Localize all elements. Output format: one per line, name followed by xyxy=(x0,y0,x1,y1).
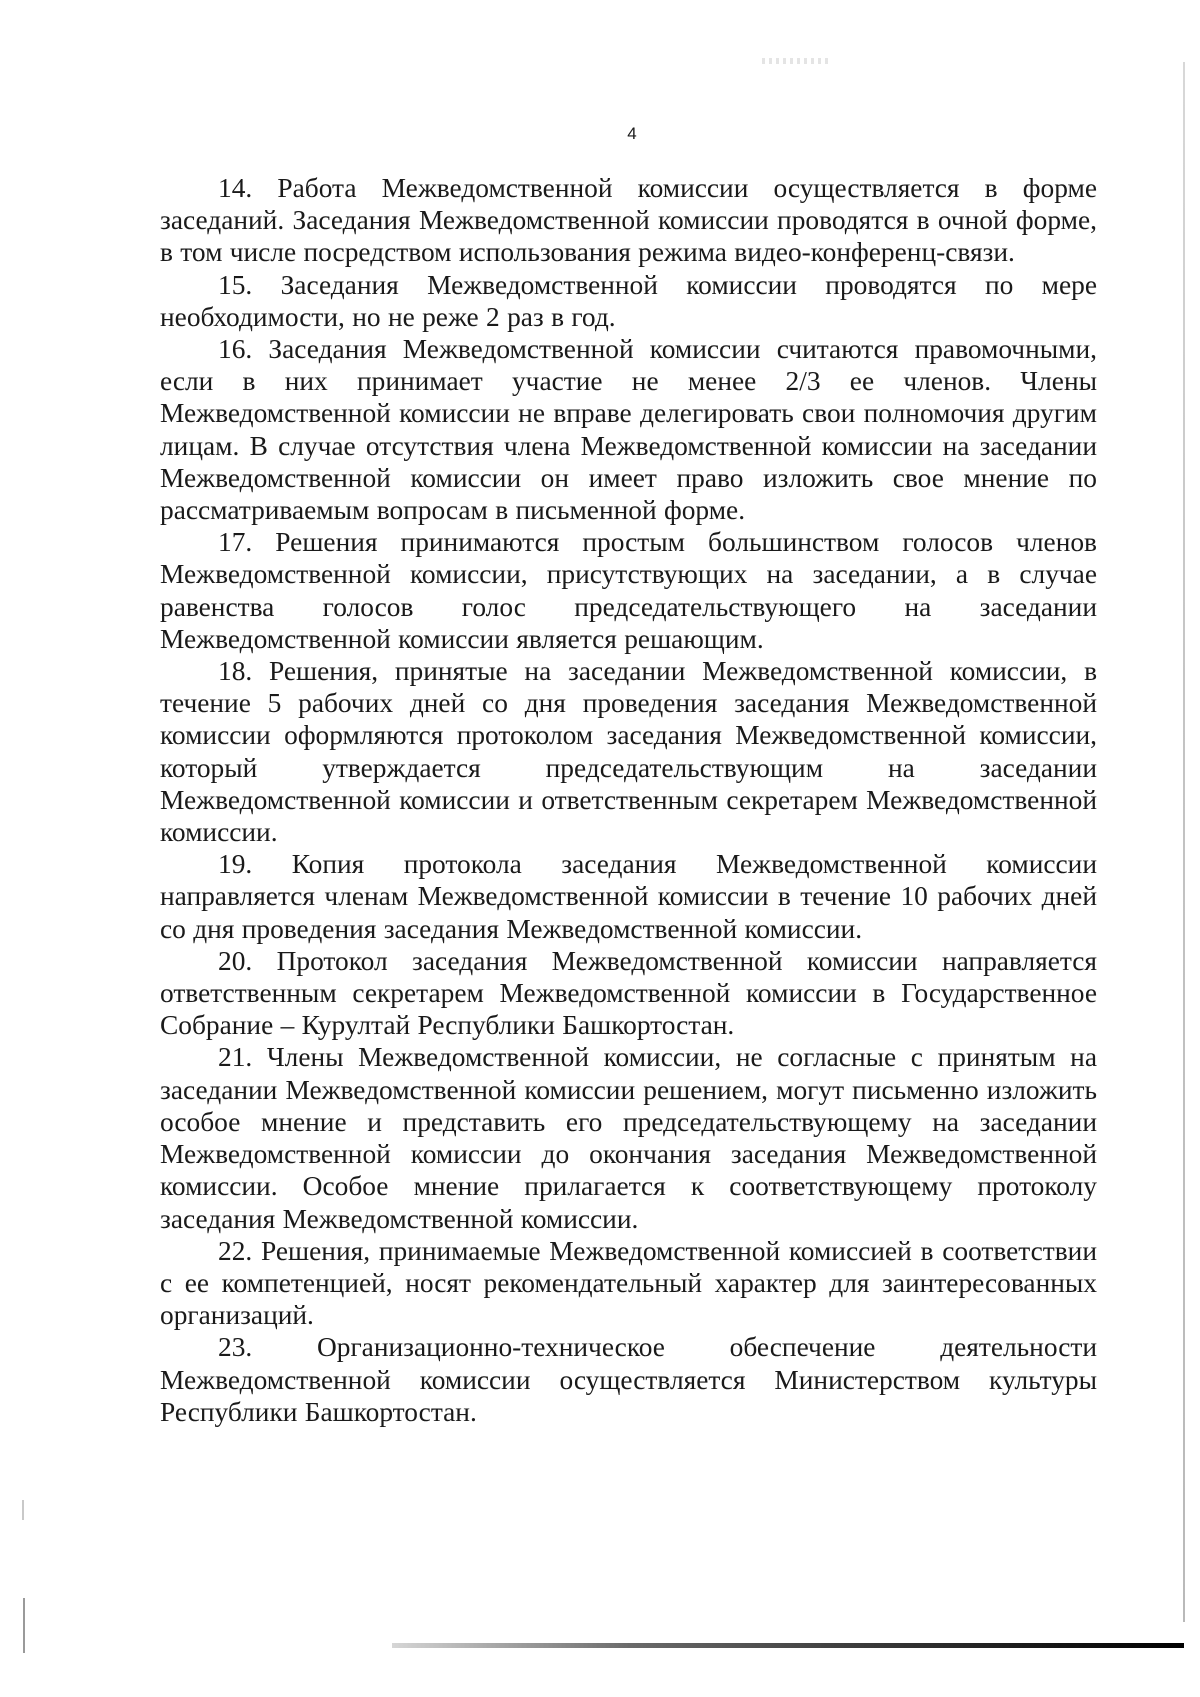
paragraph-14: 14. Работа Межведомственной комиссии осуществляется в форме заседаний. Заседания Межведомственной комиссии проводятся в очной форме, в том числе посредством использования режима видео-конференц-связи. xyxy=(160,173,1097,268)
scan-artifact xyxy=(762,58,832,64)
paragraph-22: 22. Решения, принимаемые Межведомственной комиссией в соответствии с ее компетенцией, носят рекомендательный характер для заинтересованных организаций. xyxy=(160,1235,1097,1331)
paragraph-16: 16. Заседания Межведомственной комиссии считаются правомочными, если в них принимает участие не менее 2/3 ее членов. Члены Межведомственной комиссии не вправе делегировать свои полномочия другим лицам. В случае отсутствия члена Межведомственной комиссии на заседании Межведомственной комиссии он имеет право изложить свое мнение по рассматриваемым вопросам в письменной форме. xyxy=(160,334,1097,526)
paragraph-20: 20. Протокол заседания Межведомственной комиссии направляется ответственным секретарем Межведомственной комиссии в Государственное Собрание – Курултай Республики Башкортостан. xyxy=(160,945,1097,1041)
paragraph-19: 19. Копия протокола заседания Межведомственной комиссии направляется членам Межведомственной комиссии в течение 10 рабочих дней со дня проведения заседания Межведомственной комиссии. xyxy=(160,849,1097,944)
paragraph-21: 21. Члены Межведомственной комиссии, не согласные с принятым на заседании Межведомственной комиссии решением, могут письменно изложить особое мнение и представить его председательствующему на заседании Межведомственной комиссии до окончания заседания Межведомственной комиссии. Особое мнение прилагается к соответствующему протоколу заседания Межведомственной комиссии. xyxy=(160,1042,1097,1234)
paragraph-15: 15. Заседания Межведомственной комиссии проводятся по мере необходимости, но не реже 2 раз в год. xyxy=(160,269,1097,332)
scan-bottom-line xyxy=(392,1643,1184,1648)
scan-page-edge xyxy=(1183,62,1185,1622)
document-body xyxy=(160,172,1097,1428)
paragraph-17: 17. Решения принимаются простым большинством голосов членов Межведомственной комиссии, присутствующих на заседании, а в случае равенства голосов голос председательствующего на заседании Межведомственной комиссии является решающим. xyxy=(160,527,1097,654)
scan-artifact-left xyxy=(22,1500,24,1520)
paragraph-18: 18. Решения, принятые на заседании Межведомственной комиссии, в течение 5 рабочих дней со дня проведения заседания Межведомственной комиссии оформляются протоколом заседания Межведомственной комиссии, который утверждается председательствующим на заседании Межведомственной комиссии и ответственным секретарем Межведомственной комиссии. xyxy=(160,656,1097,848)
page-number: 4 xyxy=(627,124,637,143)
scan-page-edge-left xyxy=(23,1598,25,1653)
paragraph-23: 23. Организационно-техническое обеспечение деятельности Межведомственной комиссии осуществляется Министерством культуры Республики Башкортостан. xyxy=(160,1332,1097,1427)
